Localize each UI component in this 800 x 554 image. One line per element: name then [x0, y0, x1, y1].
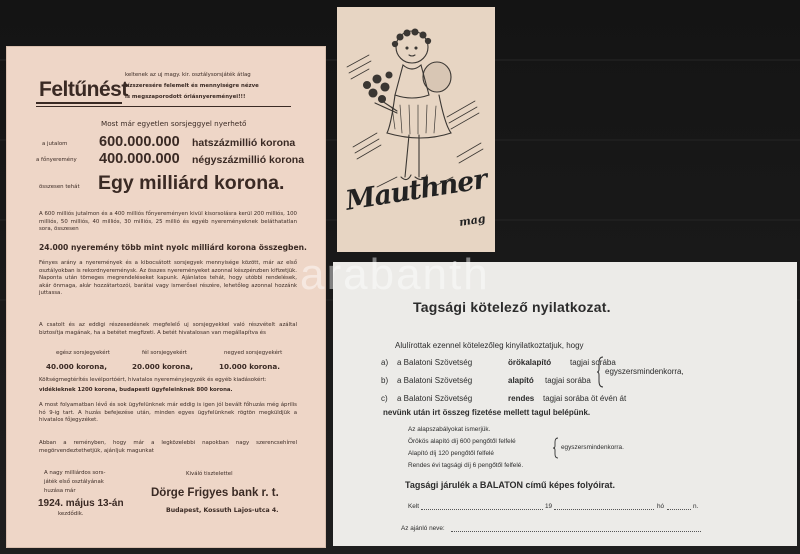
watermark: arabanth — [300, 250, 490, 299]
option-b-bold: alapító — [508, 376, 534, 385]
paragraph-2: Fényes arány a nyeremények és a kibocsátott sorsjegyek mennyisége között, már az első osztályokban is rekordnyereménysk. Az összes nyereményeket azonnal készpénzben kifizetjük. Naponta után tömeges megrendeléseket kapunk. Ajánlatos tehát, hogy utóbbi rendelések, akár önmaga, akár hozzátartozói, barátai vagy ismerősei részére, lehetőleg azonnal hozzánk juttassa. — [39, 260, 297, 296]
option-b-text: a Balatoni Szövetség — [397, 376, 473, 385]
header-line-1: keltenek az uj magy. kir. osztálysorsjáték átlag — [125, 72, 251, 78]
option-c-tail: tagjai sorába öt évén át — [543, 394, 627, 403]
mag-label: mag — [458, 212, 487, 229]
bottom-left-line-2: játék első osztályának — [44, 479, 104, 485]
price-value-quarter: 10.000 korona. — [219, 362, 280, 371]
kelt-label: Kelt — [408, 503, 420, 510]
paragraph-1: A 600 milliós jutalmon és a 400 milliós főnyereményen kivül kisorsolásra kerül 200 milliós, 100 milliós, 50 milliós, 40 milliós, 30 milliós, 25 millió és egyéb nyereményeknek beláthatatlan sora, összesen — [39, 211, 297, 232]
prize2-label: a főnyeremény — [36, 157, 77, 163]
magazine-note: Tagsági járulék a BALATON című képes folyóirat. — [405, 480, 616, 490]
intro-text: Most már egyetlen sorsjeggyel nyerhető — [101, 119, 247, 128]
month-label: hó — [657, 503, 665, 510]
fees-brace — [553, 437, 559, 459]
option-b-prefix: b) — [381, 376, 389, 385]
start-date-tail: kezdődik. — [58, 511, 84, 517]
price-label-half: fél sorsjegyekért — [142, 350, 187, 356]
header-line-3: is megszaporodott óriásnyereményei!!! — [125, 94, 246, 100]
option-b-tail: tagjai sorába — [545, 376, 591, 385]
total-label: összesen tehát — [39, 184, 80, 190]
lottery-flyer — [6, 46, 326, 548]
prize1-amount: 600.000.000 — [99, 134, 180, 150]
option-c-text: a Balatoni Szövetség — [397, 394, 473, 403]
price-value-whole: 40.000 korona, — [46, 362, 107, 371]
flyer-header-title: Feltűnést — [39, 78, 128, 101]
rules-note: Az alapszabályokat ismerjük. — [408, 426, 491, 433]
price-label-quarter: negyed sorsjegyekért — [224, 350, 283, 356]
prize2-words: négyszázmillió korona — [192, 154, 305, 166]
side-note: egyszersmindenkorra, — [605, 367, 684, 376]
header-divider — [36, 106, 291, 107]
bottom-left-line-1: A nagy milliárdos sors- — [44, 470, 106, 476]
fee-3: Rendes évi tagsági díj 6 pengőtől felfelé. — [408, 462, 524, 469]
prize2-amount: 400.000.000 — [99, 151, 180, 167]
place-field[interactable] — [421, 509, 543, 510]
greeting: Kiváló tisztelettel — [186, 471, 233, 477]
fee-1: Örökös alapító díj 600 pengőtől felfelé — [408, 438, 516, 445]
start-date: 1924. május 13-án — [38, 498, 124, 509]
referrer-field[interactable] — [451, 531, 701, 532]
referrer-label: Az ajánló neve: — [401, 525, 445, 532]
day-field[interactable] — [667, 509, 691, 510]
day-label: n. — [693, 503, 699, 510]
title-underline — [36, 102, 122, 104]
costs-line-1: Költségmegtérítés levélportóért, hivatalos nyereményjegyzék és egyéb kiadásokért: — [39, 377, 267, 383]
option-a-bold: örökalapító — [508, 358, 552, 367]
paragraph-1-highlight: 24.000 nyeremény több mint nyolc milliárd korona összegben. — [39, 243, 307, 252]
membership-declaration-form — [333, 262, 797, 546]
paragraph-5: Abban a reményben, hogy már a legközelebbi napokban nagy szerencsehírrel megörvendeztethetjük, ajánljuk magunkat — [39, 440, 297, 454]
paragraph-3: A csatolt és az eddigi részesedésnek megfelelő uj sorsjegyekkel való részvételt azáltal biztosítja magának, ha a betétet megfizeti. A betét hivatalosan van megállapítva és — [39, 322, 297, 336]
costs-line-2: vidékieknek 1200 korona, budapesti ügyfeleinknek 800 korona. — [39, 387, 233, 393]
form-intro: Alulírottak ezennel kötelezőleg kinyilatkoztatjuk, hogy — [395, 341, 584, 350]
total-amount: Egy milliárd korona. — [98, 172, 285, 194]
option-a-tail: tagjai sorába — [570, 358, 616, 367]
option-c-prefix: c) — [381, 394, 388, 403]
bottom-left-line-3: huzása már — [44, 488, 76, 494]
option-c-bold: rendes — [508, 394, 535, 403]
fee-2: Alapító díj 120 pengőtől felfelé — [408, 450, 494, 457]
year-prefix: 19 — [545, 503, 553, 510]
form-title: Tagsági kötelező nyilatkozat. — [413, 299, 611, 315]
option-a-prefix: a) — [381, 358, 389, 367]
bank-name: Dörge Frigyes bank r. t. — [151, 487, 279, 499]
seed-envelope — [337, 7, 495, 252]
paragraph-4: A most folyamatban lévő és sok ügyfelünknek már eddig is igen jól bevált főhuzás még április hó 9-ig tart. A huzás befejezése után, minden egyes ügyfelünknek rögtön megküldjük a hivatalos főjegyzéket. — [39, 402, 297, 423]
brace — [597, 356, 605, 388]
header-line-2: tízszeresére felemelt és mennyiségre nézve — [125, 83, 259, 89]
year-field[interactable] — [554, 509, 654, 510]
price-label-whole: egész sorsjegyekért — [56, 350, 110, 356]
fees-note: egyszersmindenkorra. — [561, 444, 624, 451]
prize1-label: a jutalom — [42, 141, 68, 147]
option-a-text: a Balatoni Szövetség — [397, 358, 473, 367]
mauthner-logo: Mauthner — [343, 163, 489, 217]
pledge-line: nevünk után irt összeg fizetése mellett tagul belépünk. — [383, 408, 591, 417]
bank-address: Budapest, Kossuth Lajos-utca 4. — [166, 507, 279, 514]
price-value-half: 20.000 korona, — [132, 362, 193, 371]
prize1-words: hatszázmillió korona — [192, 137, 296, 149]
